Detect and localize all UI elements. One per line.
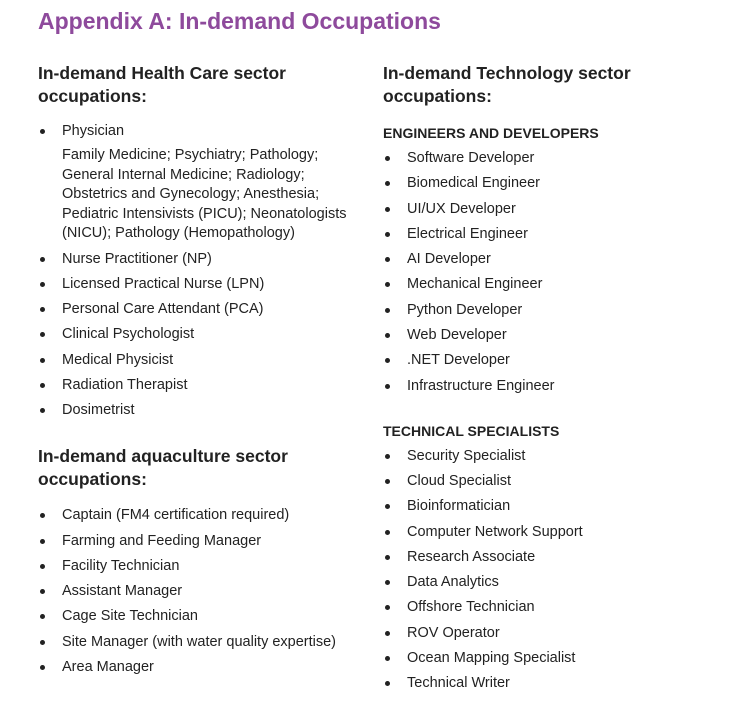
list-item-label: Captain (FM4 certification required) (62, 507, 290, 524)
list-item-label: Dosimetrist (62, 402, 135, 419)
bullet-icon (385, 530, 390, 535)
list-item (38, 658, 358, 677)
left-column (38, 62, 358, 683)
list-item-label: Radiation Therapist (62, 376, 188, 393)
specialists-subheading: TECHNICAL SPECIALISTS (383, 422, 560, 439)
list-item (383, 624, 723, 643)
detail-line: Obstetrics and Gynecology; Anesthesia; (62, 186, 320, 202)
list-item-label: Cloud Specialist (407, 472, 511, 489)
list-item (383, 497, 723, 516)
list-item-label: Ocean Mapping Specialist (407, 650, 576, 667)
list-item-label: ROV Operator (407, 624, 500, 641)
list-item-label: Nurse Practitioner (NP) (62, 250, 212, 267)
list-item (38, 325, 358, 344)
list-item-label: Offshore Technician (407, 599, 535, 616)
list-item-label: Site Manager (with water quality expertise) (62, 633, 337, 650)
list-item (38, 633, 358, 652)
bullet-icon (385, 580, 390, 585)
health-list (38, 122, 358, 141)
bullet-icon (385, 479, 390, 484)
health-section-heading (38, 62, 358, 108)
list-item-label: Medical Physicist (62, 351, 174, 368)
list-item-label: Physician (62, 123, 125, 139)
bullet-icon (40, 589, 45, 594)
list-item-label: Python Developer (407, 301, 523, 318)
list-item (383, 326, 723, 345)
bullet-icon (385, 605, 390, 610)
list-item-label: .NET Developer (407, 352, 510, 369)
list-item (383, 598, 723, 617)
bullet-icon (40, 282, 45, 287)
list-item-label: Infrastructure Engineer (407, 377, 555, 394)
list-item (383, 548, 723, 567)
list-item (38, 300, 358, 319)
page-title: Appendix A: In-demand Occupations (38, 8, 441, 34)
aquaculture-section-heading (38, 445, 358, 491)
bullet-icon (385, 156, 390, 161)
list-item-label: Farming and Feeding Manager (62, 532, 262, 549)
list-item (383, 250, 723, 269)
list-item (383, 200, 723, 219)
physician-detail (38, 146, 358, 244)
bullet-icon (385, 232, 390, 237)
list-item-label: Computer Network Support (407, 523, 583, 540)
list-item-label: Biomedical Engineer (407, 175, 540, 192)
bullet-icon (385, 181, 390, 186)
list-item-label: Electrical Engineer (407, 225, 528, 242)
list-item (38, 122, 358, 141)
list-item (38, 557, 358, 576)
bullet-icon (40, 539, 45, 544)
bullet-icon (385, 384, 390, 389)
bullet-icon (40, 358, 45, 363)
list-item-label: Research Associate (407, 548, 536, 565)
list-item-label: Cage Site Technician (62, 608, 198, 625)
right-column (383, 62, 723, 700)
health-heading-line1: In-demand Health Care sector (38, 63, 286, 83)
detail-line: (NICU); Pathology (Hemopathology) (62, 225, 295, 241)
technology-heading-line2: occupations: (383, 86, 492, 106)
list-item (383, 174, 723, 193)
bullet-icon (40, 408, 45, 413)
list-item (38, 506, 358, 525)
aquaculture-heading-line1: In-demand aquaculture sector (38, 446, 288, 467)
bullet-icon (40, 665, 45, 670)
bullet-icon (385, 358, 390, 363)
list-item-label: Area Manager (62, 659, 154, 676)
list-item-label: UI/UX Developer (407, 200, 516, 217)
list-item (38, 582, 358, 601)
bullet-icon (40, 332, 45, 337)
bullet-icon (385, 308, 390, 313)
list-item-label: Facility Technician (62, 557, 180, 574)
bullet-icon (385, 333, 390, 338)
health-list-continued (38, 250, 358, 421)
engineers-list (383, 149, 723, 396)
bullet-icon (385, 454, 390, 459)
bullet-icon (385, 631, 390, 636)
list-item (383, 674, 723, 693)
bullet-icon (40, 614, 45, 619)
list-item-label: Web Developer (407, 327, 507, 344)
bullet-icon (40, 513, 45, 518)
technology-section-heading (383, 62, 723, 108)
list-item-label: Licensed Practical Nurse (LPN) (62, 275, 265, 292)
aquaculture-list (38, 506, 358, 677)
list-item (38, 376, 358, 395)
list-item (383, 275, 723, 294)
aquaculture-heading-line2: occupations: (38, 469, 147, 490)
list-item (383, 649, 723, 668)
list-item (383, 149, 723, 168)
bullet-icon (385, 257, 390, 262)
bullet-icon (385, 681, 390, 686)
list-item (38, 250, 358, 269)
list-item-label: Clinical Psychologist (62, 326, 195, 343)
bullet-icon (40, 564, 45, 569)
list-item-label: Personal Care Attendant (PCA) (62, 301, 264, 318)
bullet-icon (40, 640, 45, 645)
bullet-icon (385, 555, 390, 560)
bullet-icon (385, 282, 390, 287)
bullet-icon (40, 129, 45, 134)
list-item-label: Assistant Manager (62, 583, 183, 600)
list-item (383, 351, 723, 370)
specialists-list (383, 447, 723, 694)
list-item (383, 472, 723, 491)
list-item (38, 401, 358, 420)
bullet-icon (40, 307, 45, 312)
list-item-label: AI Developer (407, 251, 491, 268)
bullet-icon (385, 656, 390, 661)
list-item-label: Bioinformatician (407, 498, 511, 515)
list-item (383, 523, 723, 542)
list-item (383, 301, 723, 320)
list-item (38, 351, 358, 370)
list-item-label: Data Analytics (407, 574, 499, 591)
list-item (383, 377, 723, 396)
detail-line: General Internal Medicine; Radiology; (62, 166, 305, 183)
list-item (383, 447, 723, 466)
bullet-icon (385, 207, 390, 212)
list-item-label: Security Specialist (407, 447, 526, 464)
engineers-subheading: ENGINEERS AND DEVELOPERS (383, 125, 599, 141)
list-item-label: Software Developer (407, 150, 535, 166)
technology-heading-line1: In-demand Technology sector (383, 63, 631, 83)
bullet-icon (40, 383, 45, 388)
list-item-label: Technical Writer (407, 675, 510, 692)
list-item (383, 573, 723, 592)
detail-line: Pediatric Intensivists (PICU); Neonatologists (62, 205, 347, 222)
list-item (38, 275, 358, 294)
detail-line: Family Medicine; Psychiatry; Pathology; (62, 147, 319, 163)
health-heading-line2: occupations: (38, 86, 147, 106)
list-item (38, 532, 358, 551)
bullet-icon (40, 257, 45, 262)
bullet-icon (385, 504, 390, 509)
list-item-label: Mechanical Engineer (407, 276, 543, 293)
list-item (383, 225, 723, 244)
list-item (38, 607, 358, 626)
